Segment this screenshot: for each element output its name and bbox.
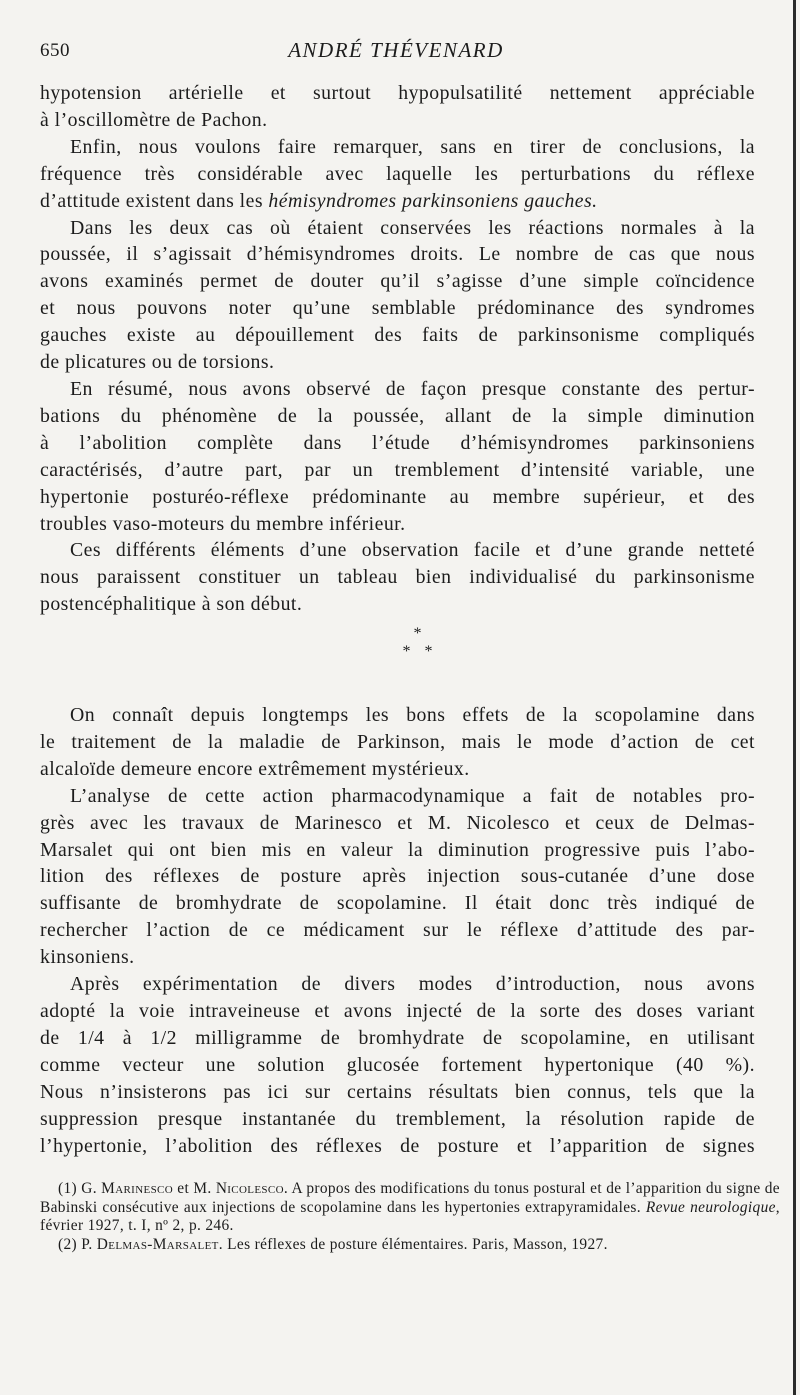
page-number: 650 (40, 40, 70, 61)
text-line: le traitement de la maladie de Parkinson, mais le mode d’action de cet (40, 730, 755, 753)
page-edge-rule (793, 0, 796, 1395)
text-fragment: dans les hypertonies extrapyramidales. (386, 1198, 641, 1216)
running-head: ANDRÉ THÉVENARD (288, 38, 504, 62)
text-line: caractérisés, d’autre part, par un tremblement d’intensité variable, une (40, 458, 755, 481)
text-line: de 1/4 à 1/2 milligramme de bromhydrate de scopolamine, en utilisant (40, 1026, 755, 1049)
text-line: Ces différents éléments d’une observation facile et d’une grande netteté (70, 539, 755, 562)
footnote-author: Marinesco (101, 1180, 174, 1197)
text-line: lition des réflexes de posture après injection sous-cutanée d’une dose (40, 865, 755, 888)
text-fragment: p. 246. (188, 1217, 234, 1235)
emphasis-text: hémisyndromes parkinsoniens gauches. (268, 189, 598, 212)
asterism-top: * (413, 625, 422, 642)
text-fragment: 1927. (571, 1235, 608, 1253)
text-line: adopté la voie intraveineuse et avons injecté de la sorte des doses variant (40, 999, 755, 1022)
text-line: de plicatures ou de torsions. (40, 351, 275, 374)
text-line: et nous pouvons noter qu’une semblable prédominance des syndromes (40, 297, 755, 320)
text-line: On connaît depuis longtemps les bons effets de la scopolamine dans (70, 704, 755, 726)
text-line: gauches existe au dépouillement des faits de parkinsonisme compliqués (40, 324, 755, 347)
text-fragment: . Les réflexes de posture élémentaires. Paris, Masson, (218, 1235, 568, 1253)
text-line: Marsalet qui ont bien mis en valeur la diminution progressive puis l’abo- (40, 838, 755, 861)
page-header (40, 38, 752, 66)
text-fragment: , février 1927, t. I, nº 2, (40, 1198, 780, 1235)
paragraph (40, 783, 755, 971)
section-separator (0, 625, 800, 661)
text-fragment: . A propos des modifications du tonus postural (283, 1180, 586, 1197)
paragraph (40, 215, 755, 376)
text-line: à l’abolition complète dans l’étude d’hémisyndromes parkinsoniens (40, 431, 755, 454)
paragraph (40, 134, 755, 215)
text-line: Après expérimentation de divers modes d’introduction, nous avons (70, 973, 755, 996)
text-line: hypotension artérielle et surtout hypopulsatilité nettement appréciable (40, 82, 755, 104)
text-line: L’analyse de cette action pharmacodynamique a fait de notables pro- (70, 784, 755, 807)
text-line: En résumé, nous avons observé de façon presque constante des pertur- (70, 377, 755, 400)
text-line: nous paraissent constituer un tableau bien individualisé du parkinsonisme (40, 566, 755, 589)
paragraph (40, 80, 755, 134)
text-line: suppression presque instantanée du tremblement, la résolution rapide de (40, 1107, 755, 1130)
text-line: postencéphalitique à son début. (40, 593, 303, 616)
text-line (40, 188, 755, 215)
footnote-number: (2) P. (58, 1235, 93, 1253)
paragraph (40, 971, 755, 1159)
text-line: avons examinés permet de douter qu’il s’agisse d’une simple coïncidence (40, 270, 755, 293)
footnote-1 (40, 1180, 780, 1236)
text-line: rechercher l’action de ce médicament sur le réflexe d’attitude des par- (40, 919, 755, 942)
text-line: kinsoniens. (40, 946, 135, 969)
text-line: bations du phénomène de la poussée, allant de la simple diminution (40, 404, 755, 427)
text-line: grès avec les travaux de Marinesco et M. Nicolesco et ceux de Delmas- (40, 811, 755, 834)
text-fragment: et de l’apparition du signe de Babinski consécutive aux injections de scopolamine (40, 1180, 780, 1216)
text-line: l’hypertonie, l’abolition des réflexes de posture et l’apparition de signes (40, 1134, 755, 1157)
paragraph (40, 702, 755, 783)
paragraph (40, 376, 755, 537)
footnote-2 (40, 1236, 780, 1255)
footnote-number: (1) G. (58, 1180, 97, 1197)
text-line: Dans les deux cas où étaient conservées les réactions normales à la (70, 216, 755, 239)
journal-title: Revue neurologique (645, 1198, 776, 1216)
asterism-bottom: * * (402, 643, 433, 660)
paragraph (40, 537, 755, 618)
footnotes (40, 1180, 780, 1254)
text-line: à l’oscillomètre de Pachon. (40, 108, 268, 131)
text-line: comme vecteur une solution glucosée fortement hypertonique (40 %). (40, 1053, 755, 1076)
text-line: fréquence très considérable avec laquelle les perturbations du réflexe (40, 162, 755, 185)
text-line: alcaloïde demeure encore extrêmement mystérieux. (40, 757, 470, 780)
text-line: Nous n’insisterons pas ici sur certains résultats bien connus, tels que la (40, 1080, 755, 1103)
footnote-author: Delmas-Marsalet (96, 1235, 219, 1253)
text-line: poussée, il s’agissait d’hémisyndromes droits. Le nombre de cas que nous (40, 243, 755, 266)
text-fragment: et M. (177, 1180, 212, 1197)
text-line: Enfin, nous voulons faire remarquer, sans en tirer de conclusions, la (70, 135, 755, 158)
body-section-1 (40, 80, 755, 618)
footnote-author: Nicolesco (215, 1180, 284, 1197)
text-line: hypertonie posturéo-réflexe prédominante au membre supérieur, et des (40, 485, 755, 508)
text-line: troubles vaso-moteurs du membre inférieur. (40, 512, 406, 535)
text-line: suffisante de bromhydrate de scopolamine. Il était donc très indiqué de (40, 892, 755, 915)
text-fragment: d’attitude existent dans les (40, 189, 263, 212)
body-section-2 (40, 702, 755, 1159)
